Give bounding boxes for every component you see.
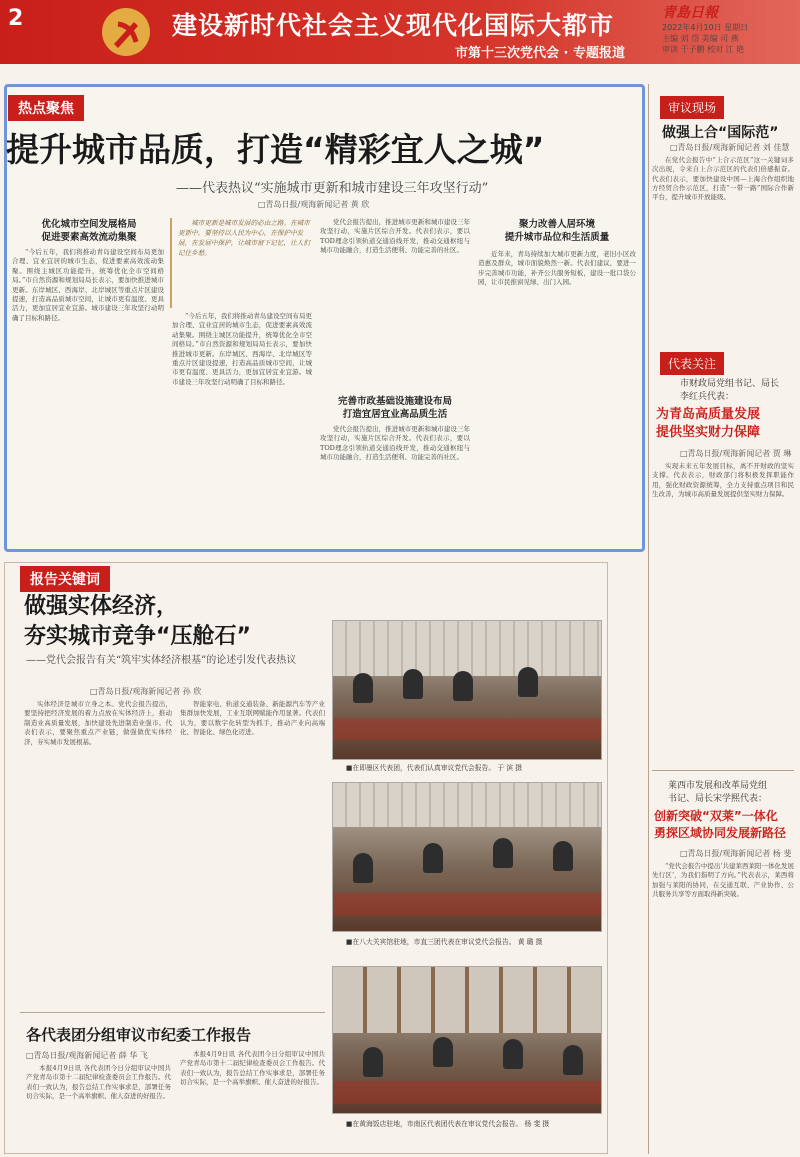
lead-subhead: ——代表热议“实施城市更新和城市建设三年攻坚行动” [176, 181, 489, 196]
lead-col4-text: 近年来，青岛持续加大城市更新力度，老旧小区改造惠及群众，城市面貌焕然一新。代表们建议，要进一步完善城市功能，补齐公共服务短板，建设一批口袋公园，让市民推窗见绿、出门入园。 [478, 250, 636, 287]
sidebar-headline-3: 创新突破“双莱”一体化 勇探区域协同发展新路径 [654, 809, 787, 840]
lead-col1-heading: 优化城市空间发展格局 促进要素高效流动集聚 [41, 219, 137, 243]
photo-3-caption: ■在黄海饭店驻地，市南区代表团代表在审议党代会报告。 杨 斐 摄 [346, 1120, 550, 1128]
lead-col1-text: “今后五年，我们将推动青岛建设空间布局更加合理、宜业宜居的城市生态，促进要素高效流动集聚。围绕主城区功能提升，统筹优化全市空间格局。”市自然资源和规划局局长表示，要加快推进城市更新。东岸城区、西海岸、北岸城区等重点片区建设提速，打造高品质城市空间，让城市更有温度、更具活力，更加宜居宜业宜游。城市建设三年攻坚行动明确了目标和路径。 [12, 248, 164, 322]
bottom-byline: □青岛日报/观海新闻记者 薛 华 飞 [26, 1051, 148, 1060]
photo-2-caption: ■在八大关宾馆驻地，市直三团代表在审议党代会报告。 黄 璐 摄 [346, 938, 543, 946]
sidebar-text-1: 在党代会报告中“上合示范区”这一关键词多次出现，令来自上合示范区的代表们倍感振奋。代表们表示，要加快建设中国—上海合作组织地方经贸合作示范区，打造“一带一路”国际合作新平台，提升城市开放能级。 [652, 156, 794, 202]
proof-line: 审读 于子鹏 校对 江 艳 [662, 45, 745, 54]
sidebar-headline-1: 做强上合“国际范” [662, 125, 779, 141]
lead-quote: 城市更新是城市发展的必由之路。在城市更新中，要坚持以人民为中心，在保护中发展，在发展中保护，让城市留下记忆，让人们记住乡愁。 [170, 218, 314, 308]
banner-subtitle: 市第十三次党代会 · 专题报道 [455, 46, 625, 61]
report-col2-text: 智能家电、轨道交通装备、新能源汽车等产业集群加快发展，工业互联网赋能作用显著。代表们认为，要以数字化转型为抓手，推动产业向高端化、智能化、绿色化迈进。 [180, 700, 325, 737]
sidebar-text-3: “党代会报告中提出‘共建莱西莱阳一体化发展先行区’，为我们指明了方向。”代表表示，莱西将加强与莱阳的协同，在交通互联、产业协作、公共服务共享等方面取得新突破。 [652, 862, 794, 898]
lead-col2-text: “今后五年，我们将推动青岛建设空间布局更加合理、宜业宜居的城市生态，促进要素高效流动集聚。围绕主城区功能提升，统筹优化全市空间格局。”市自然资源和规划局局长表示，要加快推进城市更新。东岸城区、西海岸、北岸城区等重点片区建设提速，打造高品质城市空间，让城市更有温度、更具活力，更加宜居宜业宜游。城市建设三年攻坚行动明确了目标和路径。 [172, 312, 312, 386]
sidebar-intro-2: 市财政局党组书记、局长 李红兵代表： [680, 379, 780, 402]
sidebar-byline-1: □青岛日报/观海新闻记者 刘 佳慧 [670, 143, 790, 152]
bottom-col1-text: 本报4月9日讯 各代表团今日分组审议中国共产党青岛市第十二届纪律检查委员会工作报告。代表们一致认为，报告总结工作实事求是，部署任务切合实际，是一个高举旗帜、催人奋进的好报告。 [26, 1064, 171, 1101]
lead-tag: 热点聚焦 [8, 95, 84, 121]
lead-col3-text: 党代会报告提出，推进城市更新和城市建设三年攻坚行动，实施片区综合开发。代表们表示，要以TOD理念引领轨道交通沿线开发，推动交通枢纽与城市功能融合，打造生活便利、功能完善的社区。 [320, 425, 470, 462]
meeting-photo-1 [332, 620, 602, 760]
lead-byline: □青岛日报/观海新闻记者 黄 欣 [258, 200, 370, 209]
report-tag: 报告关键词 [20, 566, 110, 592]
sidebar-divider [652, 770, 794, 771]
sidebar-headline-2: 为青岛高质量发展 提供坚实财力保障 [656, 407, 761, 440]
masthead-info [662, 22, 797, 55]
lead-col3-upper-text: 党代会报告提出，推进城市更新和城市建设三年攻坚行动，实施片区综合开发。代表们表示，要以TOD理念引领轨道交通沿线开发，推动交通枢纽与城市功能融合，打造生活便利、功能完善的社区。 [320, 218, 470, 255]
sidebar-byline-2: □青岛日报/观海新闻记者 贾 琳 [680, 449, 792, 458]
party-emblem-icon [98, 4, 154, 60]
banner-title: 建设新时代社会主义现代化国际大都市 [172, 11, 615, 40]
page-number: 2 [8, 6, 24, 31]
meeting-photo-2 [332, 782, 602, 932]
photo-1-caption: ■在即墨区代表团，代表们认真审议党代会报告。 于 滨 摄 [346, 764, 523, 772]
sidebar-intro-3: 莱西市发展和改革局党组 书记、局长宋学熙代表： [668, 781, 768, 804]
sidebar-tag-review: 审议现场 [660, 96, 724, 119]
report-byline: □青岛日报/观海新闻记者 孙 欣 [90, 687, 202, 696]
editor-line: 主编 刘 岱 美编 司 燕 [662, 34, 739, 43]
report-col1-text: 实体经济是城市立身之本。党代会报告提出，要坚持把经济发展的着力点放在实体经济上，推动制造业高质量发展，加快建设先进制造业强市。代表们表示，要聚焦重点产业链，做强做优实体经济，夯实城市发展根基。 [24, 700, 172, 746]
sidebar-byline-3: □青岛日报/观海新闻记者 杨 斐 [680, 849, 792, 858]
sidebar-text-2: 实现未来五年发展目标，离不开财政的坚实支撑。代表表示，财政部门将积极发挥职能作用，强化财政资源统筹，全力支持重点项目和民生改善，为城市高质量发展提供坚实财力保障。 [652, 462, 794, 498]
report-subhead: ——党代会报告有关“筑牢实体经济根基”的论述引发代表热议 [26, 655, 297, 666]
lead-col3-heading: 完善市政基础设施建设布局 打造宜居宜业高品质生活 [337, 396, 452, 420]
lead-col4-heading: 聚力改善人居环境 提升城市品位和生活质量 [504, 219, 610, 243]
report-headline: 做强实体经济， 夯实城市竞争“压舱石” [24, 594, 251, 649]
bottom-col2-text: 本报4月9日讯 各代表团今日分组审议中国共产党青岛市第十二届纪律检查委员会工作报告。代表们一致认为，报告总结工作实事求是，部署任务切合实际，是一个高举旗帜、催人奋进的好报告。 [180, 1050, 325, 1087]
column-divider [648, 84, 649, 1154]
issue-date: 2022年4月10日 星期日 [662, 23, 749, 32]
bottom-headline: 各代表团分组审议市纪委工作报告 [26, 1026, 252, 1044]
divider [20, 1012, 325, 1013]
meeting-photo-3 [332, 966, 602, 1114]
sidebar-tag-focus: 代表关注 [660, 352, 724, 375]
lead-headline: 提升城市品质，打造“精彩宜人之城” [6, 130, 545, 169]
newspaper-logo: 青島日報 [662, 5, 718, 21]
